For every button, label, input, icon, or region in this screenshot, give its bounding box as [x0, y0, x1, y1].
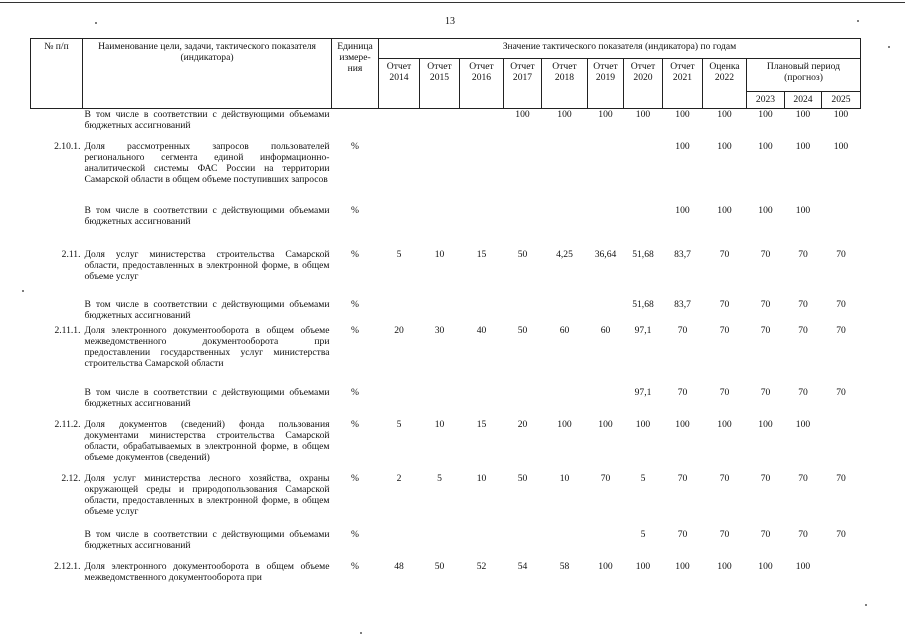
unit-cell: % — [351, 560, 359, 572]
table-row — [31, 387, 861, 419]
scan-speck — [22, 290, 24, 292]
table-row — [31, 141, 861, 205]
value-cell: 70 — [677, 386, 688, 398]
value-cell: 100 — [557, 418, 572, 430]
value-cell — [542, 205, 588, 249]
value-cell — [588, 387, 624, 419]
header-unit: Единица измере-ния — [332, 39, 379, 109]
value-cell: 36,64 — [594, 248, 617, 260]
indicator-name: Доля услуг министерства строительства Самарской области, предоставленных в электронной форме, в общем объеме услуг — [84, 248, 330, 282]
table-header — [31, 39, 861, 109]
indicator-name: Доля документов (сведений) фонда пользования документами министерства строительства Самарской области, обрабатываемых в электронной форме, в общем объеме документов (сведений) — [84, 418, 330, 463]
value-cell — [420, 141, 460, 205]
value-cell — [504, 141, 542, 205]
header-name: Наименование цели, задачи, тактического показателя (индикатора) — [83, 39, 332, 109]
unit-cell — [332, 109, 379, 141]
value-cell — [624, 141, 663, 205]
value-cell: 100 — [635, 109, 651, 120]
indicator-name: В том числе в соответствии с действующими объемами бюджетных ассигнований — [84, 204, 330, 227]
value-cell — [379, 109, 420, 141]
indicator-name: Доля рассмотренных запросов пользователей регионального сегмента единой информационно-аналитической системы ФАС России на территории Самарской области в общем объеме поступивших запросов — [84, 140, 330, 185]
value-cell: 100 — [758, 140, 773, 152]
value-cell: 70 — [760, 324, 771, 336]
value-cell: 2 — [396, 472, 402, 484]
unit-cell: % — [351, 386, 359, 398]
table-row — [31, 529, 861, 561]
row-number: 2.11.1. — [54, 324, 81, 336]
value-cell: 70 — [836, 324, 846, 336]
value-cell: 58 — [559, 560, 570, 572]
value-cell: 100 — [758, 418, 773, 430]
value-cell: 83,7 — [674, 248, 691, 260]
value-cell: 52 — [476, 560, 487, 572]
value-cell: 5 — [396, 248, 402, 260]
value-cell — [542, 529, 588, 561]
value-cell — [624, 205, 663, 249]
value-cell: 70 — [719, 248, 730, 260]
value-cell: 100 — [833, 140, 849, 152]
value-cell: 100 — [795, 109, 811, 120]
value-cell: 100 — [675, 560, 690, 572]
value-cell: 70 — [719, 324, 730, 336]
top-border-line — [0, 2, 905, 3]
value-cell: 70 — [798, 248, 808, 260]
value-cell: 100 — [598, 418, 613, 430]
row-number — [31, 205, 83, 249]
value-cell: 100 — [795, 418, 811, 430]
value-cell — [542, 299, 588, 325]
value-cell — [504, 387, 542, 419]
value-cell: 97,1 — [634, 386, 652, 398]
value-cell: 50 — [517, 324, 528, 336]
value-cell: 70 — [677, 528, 688, 540]
value-cell — [822, 205, 861, 249]
page-number: 13 — [445, 16, 455, 27]
value-cell — [542, 141, 588, 205]
row-number: 2.11. — [61, 248, 81, 260]
value-cell: 100 — [833, 109, 849, 120]
value-cell: 48 — [394, 560, 404, 572]
value-cell: 60 — [559, 324, 570, 336]
value-cell: 70 — [798, 324, 808, 336]
value-cell: 100 — [598, 109, 613, 120]
header-plan-year: 2024 — [785, 92, 822, 109]
unit-cell: % — [351, 204, 359, 216]
value-cell: 100 — [635, 560, 651, 572]
value-cell — [588, 141, 624, 205]
indicator-name: Доля услуг министерства лесного хозяйства, охраны окружающей среды и природопользования Самарской области, предоставленных в электронной форме, в общем объеме услуг — [84, 472, 330, 517]
indicator-name: Доля электронного документооборота в общем объеме межведомственного документооборота при — [84, 560, 330, 583]
indicator-name: В том числе в соответствии с действующими объемами бюджетных ассигнований — [84, 528, 330, 551]
value-cell: 100 — [675, 140, 690, 152]
scan-speck — [865, 604, 867, 606]
value-cell — [460, 205, 504, 249]
value-cell: 100 — [635, 418, 651, 430]
value-cell: 100 — [717, 204, 732, 216]
value-cell: 50 — [517, 472, 528, 484]
value-cell — [588, 205, 624, 249]
value-cell: 70 — [760, 248, 771, 260]
header-plan-year: 2023 — [747, 92, 785, 109]
row-number: 2.12.1. — [54, 560, 81, 572]
value-cell — [460, 141, 504, 205]
value-cell: 70 — [760, 386, 771, 398]
value-cell — [542, 387, 588, 419]
value-cell: 40 — [476, 324, 487, 336]
indicator-table — [30, 38, 861, 601]
value-cell: 100 — [795, 140, 811, 152]
value-cell — [420, 109, 460, 141]
value-cell: 50 — [434, 560, 445, 572]
value-cell: 70 — [760, 528, 771, 540]
value-cell: 70 — [836, 528, 846, 540]
value-cell: 30 — [434, 324, 445, 336]
value-cell: 100 — [717, 418, 732, 430]
value-cell — [420, 529, 460, 561]
header-year: Отчет 2014 — [379, 59, 420, 109]
table-row — [31, 561, 861, 601]
header-year: Отчет 2016 — [460, 59, 504, 109]
scan-speck — [888, 46, 890, 48]
value-cell: 15 — [476, 248, 487, 260]
value-cell — [379, 205, 420, 249]
value-cell: 83,7 — [674, 298, 691, 310]
scan-speck — [360, 632, 362, 634]
value-cell: 70 — [719, 386, 730, 398]
value-cell — [420, 387, 460, 419]
row-number: 2.11.2. — [54, 418, 81, 430]
value-cell — [822, 419, 861, 473]
value-cell — [504, 205, 542, 249]
value-cell: 70 — [600, 472, 611, 484]
value-cell — [420, 299, 460, 325]
value-cell: 20 — [394, 324, 404, 336]
header-year: Оценка 2022 — [703, 59, 747, 109]
value-cell: 100 — [795, 204, 811, 216]
scan-speck — [857, 20, 859, 22]
value-cell: 70 — [719, 472, 730, 484]
row-number — [31, 529, 83, 561]
value-cell: 70 — [719, 528, 730, 540]
value-cell — [420, 205, 460, 249]
value-cell: 70 — [798, 386, 808, 398]
value-cell: 100 — [598, 560, 613, 572]
value-cell — [379, 299, 420, 325]
value-cell: 70 — [760, 472, 771, 484]
value-cell — [379, 141, 420, 205]
value-cell: 50 — [517, 248, 528, 260]
header-plan-year: 2025 — [822, 92, 861, 109]
table-row — [31, 109, 861, 141]
value-cell: 100 — [717, 109, 732, 120]
indicator-name: Доля электронного документооборота в общем объеме межведомственного документооборота при предоставлении государственных услуг министерства строительства Самарской области — [84, 324, 330, 369]
unit-cell: % — [351, 140, 359, 152]
value-cell: 15 — [476, 418, 487, 430]
value-cell: 60 — [600, 324, 611, 336]
indicator-name: В том числе в соответствии с действующими объемами бюджетных ассигнований — [84, 386, 330, 409]
value-cell — [460, 109, 504, 141]
row-number: 2.12. — [61, 472, 81, 484]
value-cell: 100 — [758, 204, 773, 216]
unit-cell: % — [351, 418, 359, 430]
value-cell — [460, 529, 504, 561]
value-cell: 51,68 — [632, 298, 654, 310]
header-values-group: Значение тактического показателя (индикатора) по годам — [379, 39, 861, 59]
value-cell: 70 — [677, 324, 688, 336]
indicator-name: В том числе в соответствии с действующими объемами бюджетных ассигнований — [84, 109, 330, 131]
value-cell — [588, 299, 624, 325]
header-year: Отчет 2018 — [542, 59, 588, 109]
row-number — [31, 387, 83, 419]
value-cell — [504, 299, 542, 325]
value-cell: 70 — [836, 298, 846, 310]
value-cell: 4,25 — [556, 248, 573, 260]
header-year: Отчет 2021 — [663, 59, 703, 109]
value-cell: 5 — [437, 472, 442, 484]
value-cell: 70 — [836, 472, 846, 484]
value-cell: 5 — [640, 528, 646, 540]
value-cell: 10 — [434, 248, 445, 260]
header-year: Отчет 2015 — [420, 59, 460, 109]
value-cell: 70 — [677, 472, 688, 484]
value-cell: 10 — [476, 472, 487, 484]
value-cell — [822, 561, 861, 601]
row-number — [31, 299, 83, 325]
value-cell — [588, 529, 624, 561]
row-number — [31, 109, 83, 141]
value-cell: 70 — [719, 298, 730, 310]
value-cell — [460, 387, 504, 419]
value-cell — [379, 387, 420, 419]
value-cell: 97,1 — [634, 324, 652, 336]
value-cell: 100 — [557, 109, 572, 120]
value-cell: 5 — [396, 418, 402, 430]
value-cell: 100 — [758, 560, 773, 572]
table-row — [31, 299, 861, 325]
value-cell: 100 — [758, 109, 773, 120]
value-cell: 51,68 — [632, 248, 654, 260]
value-cell: 100 — [795, 560, 811, 572]
header-plan-group: Плановый период (прогноз) — [747, 59, 861, 92]
value-cell: 10 — [434, 418, 445, 430]
header-year: Отчет 2017 — [504, 59, 542, 109]
value-cell: 100 — [675, 204, 690, 216]
table-row — [31, 205, 861, 249]
header-year: Отчет 2020 — [624, 59, 663, 109]
table-body — [31, 109, 861, 601]
value-cell: 5 — [640, 472, 646, 484]
value-cell — [504, 529, 542, 561]
value-cell: 100 — [717, 560, 732, 572]
unit-cell: % — [351, 324, 359, 336]
table-row — [31, 419, 861, 473]
value-cell: 54 — [517, 560, 528, 572]
unit-cell: % — [351, 248, 359, 260]
value-cell — [460, 299, 504, 325]
value-cell: 70 — [798, 528, 808, 540]
value-cell: 70 — [760, 298, 771, 310]
value-cell: 100 — [717, 140, 732, 152]
value-cell — [379, 529, 420, 561]
header-num: № п/п — [31, 39, 83, 109]
unit-cell: % — [351, 472, 359, 484]
value-cell: 100 — [515, 109, 530, 120]
row-number: 2.10.1. — [54, 140, 81, 152]
header-year: Отчет 2019 — [588, 59, 624, 109]
value-cell: 70 — [798, 298, 808, 310]
value-cell: 100 — [675, 418, 690, 430]
value-cell: 70 — [836, 248, 846, 260]
value-cell: 10 — [559, 472, 570, 484]
value-cell: 20 — [517, 418, 528, 430]
value-cell: 100 — [675, 109, 690, 120]
table-row — [31, 249, 861, 299]
table-row — [31, 325, 861, 387]
table-row — [31, 473, 861, 529]
scan-speck — [95, 22, 97, 24]
value-cell: 70 — [836, 386, 846, 398]
value-cell: 70 — [798, 472, 808, 484]
unit-cell: % — [351, 298, 359, 310]
indicator-name: В том числе в соответствии с действующими объемами бюджетных ассигнований — [84, 298, 330, 321]
unit-cell: % — [351, 528, 359, 540]
